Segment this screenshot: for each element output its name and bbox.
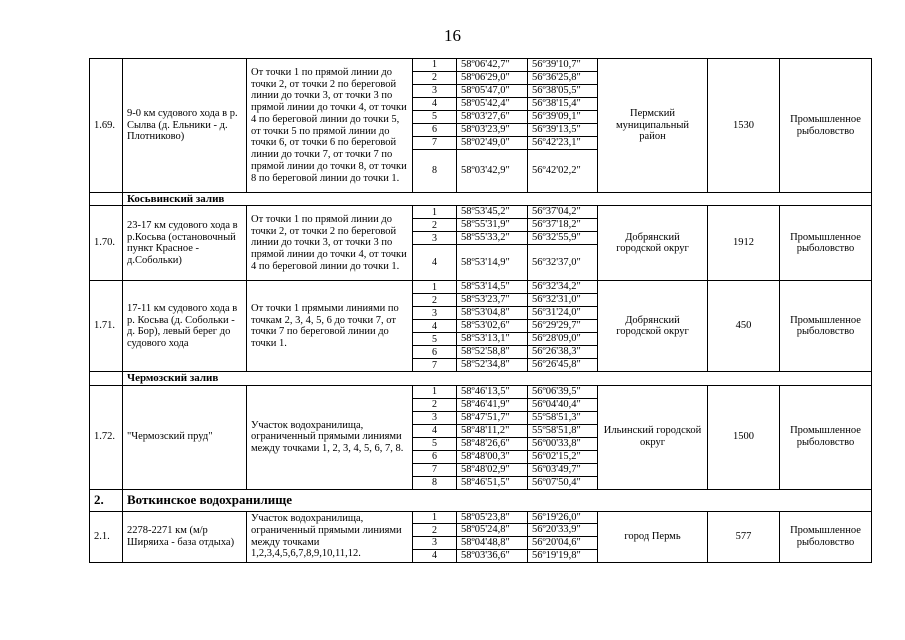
latitude: 58º47'51,7" xyxy=(457,411,528,424)
point-number: 7 xyxy=(413,137,457,150)
longitude: 56º39'09,1" xyxy=(528,111,598,124)
longitude: 56º37'04,2" xyxy=(528,206,598,219)
point-number: 1 xyxy=(413,59,457,72)
entry-number: 1.70. xyxy=(90,206,123,281)
point-number: 4 xyxy=(413,549,457,562)
latitude: 58º53'14,5" xyxy=(457,281,528,294)
latitude: 58º48'11,2" xyxy=(457,424,528,437)
longitude: 55º58'51,3" xyxy=(528,411,598,424)
latitude: 58º05'47,0" xyxy=(457,85,528,98)
fishing-purpose: Промышленное рыболовство xyxy=(780,385,872,489)
longitude: 56º07'50,4" xyxy=(528,476,598,489)
major-section-number: 2. xyxy=(90,489,123,511)
point-number: 7 xyxy=(413,359,457,372)
major-section-title: Воткинское водохранилище xyxy=(123,489,872,511)
major-section-row xyxy=(90,489,872,511)
latitude: 58º53'14,9" xyxy=(457,245,528,281)
longitude: 56º42'23,1" xyxy=(528,137,598,150)
longitude: 56º29'29,7" xyxy=(528,320,598,333)
entry-boundary-description: От точки 1 по прямой линии до точки 2, от точки 2 по береговой линии до точки 3, от точки 3 по прямой линии до точки 4, от точки 4 по береговой линии до точки 1. xyxy=(247,206,413,281)
point-number: 5 xyxy=(413,333,457,346)
longitude: 56º32'37,0" xyxy=(528,245,598,281)
point-number: 6 xyxy=(413,124,457,137)
table-row xyxy=(90,59,872,72)
fishing-purpose: Промышленное рыболовство xyxy=(780,206,872,281)
table-row xyxy=(90,206,872,219)
entry-name: 17-11 км судового хода в р. Косьва (д. Собольки - д. Бор), левый берег до судового хода xyxy=(123,281,247,372)
table-row xyxy=(90,385,872,398)
fishing-purpose: Промышленное рыболовство xyxy=(780,281,872,372)
latitude: 58º06'42,7" xyxy=(457,59,528,72)
point-number: 3 xyxy=(413,537,457,550)
latitude: 58º53'04,8" xyxy=(457,307,528,320)
point-number: 1 xyxy=(413,385,457,398)
longitude: 56º02'15,2" xyxy=(528,450,598,463)
latitude: 58º06'29,0" xyxy=(457,72,528,85)
section-num-cell xyxy=(90,193,123,206)
municipality: Добрянский городской округ xyxy=(598,206,708,281)
area-value: 1500 xyxy=(708,385,780,489)
point-number: 2 xyxy=(413,294,457,307)
entry-name: 9-0 км судового хода в р. Сылва (д. Ельники - д. Плотниково) xyxy=(123,59,247,193)
point-number: 1 xyxy=(413,281,457,294)
longitude: 56º38'05,5" xyxy=(528,85,598,98)
municipality: город Пермь xyxy=(598,511,708,562)
longitude: 56º36'25,8" xyxy=(528,72,598,85)
water-areas-table xyxy=(89,58,872,563)
area-value: 450 xyxy=(708,281,780,372)
latitude: 58º52'34,8" xyxy=(457,359,528,372)
entry-number: 1.69. xyxy=(90,59,123,193)
point-number: 2 xyxy=(413,219,457,232)
latitude: 58º03'42,9" xyxy=(457,150,528,193)
point-number: 3 xyxy=(413,411,457,424)
section-row xyxy=(90,193,872,206)
point-number: 5 xyxy=(413,437,457,450)
municipality: Пермский муниципальный район xyxy=(598,59,708,193)
point-number: 4 xyxy=(413,98,457,111)
longitude: 56º39'10,7" xyxy=(528,59,598,72)
latitude: 58º53'23,7" xyxy=(457,294,528,307)
point-number: 3 xyxy=(413,232,457,245)
entry-name: 23-17 км судового хода в р.Косьва (остановочный пункт Красное - д.Собольки) xyxy=(123,206,247,281)
longitude: 56º00'33,8" xyxy=(528,437,598,450)
longitude: 56º37'18,2" xyxy=(528,219,598,232)
point-number: 4 xyxy=(413,424,457,437)
latitude: 58º02'49,0" xyxy=(457,137,528,150)
longitude: 56º26'45,8" xyxy=(528,359,598,372)
entry-name: 2278-2271 км (м/р Ширяиха - база отдыха) xyxy=(123,511,247,562)
point-number: 8 xyxy=(413,150,457,193)
longitude: 56º20'04,6" xyxy=(528,537,598,550)
section-title: Чермозский залив xyxy=(123,372,872,385)
latitude: 58º48'00,3" xyxy=(457,450,528,463)
point-number: 4 xyxy=(413,245,457,281)
point-number: 3 xyxy=(413,307,457,320)
latitude: 58º55'31,9" xyxy=(457,219,528,232)
fishing-purpose: Промышленное рыболовство xyxy=(780,59,872,193)
area-value: 1530 xyxy=(708,59,780,193)
municipality: Ильинский городской округ xyxy=(598,385,708,489)
entry-number: 1.71. xyxy=(90,281,123,372)
latitude: 58º53'02,6" xyxy=(457,320,528,333)
point-number: 1 xyxy=(413,511,457,524)
municipality: Добрянский городской округ xyxy=(598,281,708,372)
longitude: 56º32'31,0" xyxy=(528,294,598,307)
page-number: 16 xyxy=(444,26,461,45)
latitude: 58º48'02,9" xyxy=(457,463,528,476)
table-row xyxy=(90,511,872,524)
latitude: 58º04'48,8" xyxy=(457,537,528,550)
longitude: 56º20'33,9" xyxy=(528,524,598,537)
longitude: 56º04'40,4" xyxy=(528,398,598,411)
latitude: 58º03'36,6" xyxy=(457,549,528,562)
latitude: 58º55'33,2" xyxy=(457,232,528,245)
point-number: 4 xyxy=(413,320,457,333)
point-number: 2 xyxy=(413,398,457,411)
point-number: 1 xyxy=(413,206,457,219)
entry-boundary-description: Участок водохранилища, ограниченный прямыми линиями между точками 1, 2, 3, 4, 5, 6, 7, 8. xyxy=(247,385,413,489)
fishing-purpose: Промышленное рыболовство xyxy=(780,511,872,562)
entry-boundary-description: Участок водохранилища, ограниченный прямыми линиями между точками 1,2,3,4,5,6,7,8,9,10,11,12. xyxy=(247,511,413,562)
latitude: 58º46'13,5" xyxy=(457,385,528,398)
longitude: 56º28'09,0" xyxy=(528,333,598,346)
latitude: 58º03'27,6" xyxy=(457,111,528,124)
point-number: 3 xyxy=(413,85,457,98)
table-row xyxy=(90,281,872,294)
latitude: 58º48'26,6" xyxy=(457,437,528,450)
section-title: Косьвинский залив xyxy=(123,193,872,206)
point-number: 6 xyxy=(413,450,457,463)
longitude: 56º32'34,2" xyxy=(528,281,598,294)
point-number: 5 xyxy=(413,111,457,124)
point-number: 2 xyxy=(413,72,457,85)
longitude: 56º32'55,9" xyxy=(528,232,598,245)
entry-boundary-description: От точки 1 по прямой линии до точки 2, от точки 2 по береговой линии до точки 3, от точки 3 по прямой линии до точки 4, от точки 4 по береговой линии до точки 5, от точки 5 по прямой линии до точки 6, от точки 6 по береговой линии до точки 7, от точки 7 по прямой линии до точки 8, от точки 8 по береговой линии до точки 1. xyxy=(247,59,413,193)
longitude: 56º06'39,5" xyxy=(528,385,598,398)
section-row xyxy=(90,372,872,385)
longitude: 56º31'24,0" xyxy=(528,307,598,320)
latitude: 58º05'24,8" xyxy=(457,524,528,537)
entry-name: "Чермозский пруд" xyxy=(123,385,247,489)
longitude: 56º03'49,7" xyxy=(528,463,598,476)
latitude: 58º53'13,1" xyxy=(457,333,528,346)
area-value: 577 xyxy=(708,511,780,562)
longitude: 55º58'51,8" xyxy=(528,424,598,437)
longitude: 56º26'38,3" xyxy=(528,346,598,359)
longitude: 56º19'19,8" xyxy=(528,549,598,562)
longitude: 56º39'13,5" xyxy=(528,124,598,137)
latitude: 58º05'23,8" xyxy=(457,511,528,524)
point-number: 2 xyxy=(413,524,457,537)
entry-number: 1.72. xyxy=(90,385,123,489)
longitude: 56º42'02,2" xyxy=(528,150,598,193)
point-number: 8 xyxy=(413,476,457,489)
latitude: 58º05'42,4" xyxy=(457,98,528,111)
entry-number: 2.1. xyxy=(90,511,123,562)
section-num-cell xyxy=(90,372,123,385)
latitude: 58º46'51,5" xyxy=(457,476,528,489)
latitude: 58º52'58,8" xyxy=(457,346,528,359)
entry-boundary-description: От точки 1 прямыми линиями по точкам 2, 3, 4, 5, 6 до точки 7, от точки 7 по береговой линии до точки 1. xyxy=(247,281,413,372)
point-number: 6 xyxy=(413,346,457,359)
latitude: 58º46'41,9" xyxy=(457,398,528,411)
latitude: 58º03'23,9" xyxy=(457,124,528,137)
longitude: 56º38'15,4" xyxy=(528,98,598,111)
longitude: 56º19'26,0" xyxy=(528,511,598,524)
latitude: 58º53'45,2" xyxy=(457,206,528,219)
point-number: 7 xyxy=(413,463,457,476)
area-value: 1912 xyxy=(708,206,780,281)
